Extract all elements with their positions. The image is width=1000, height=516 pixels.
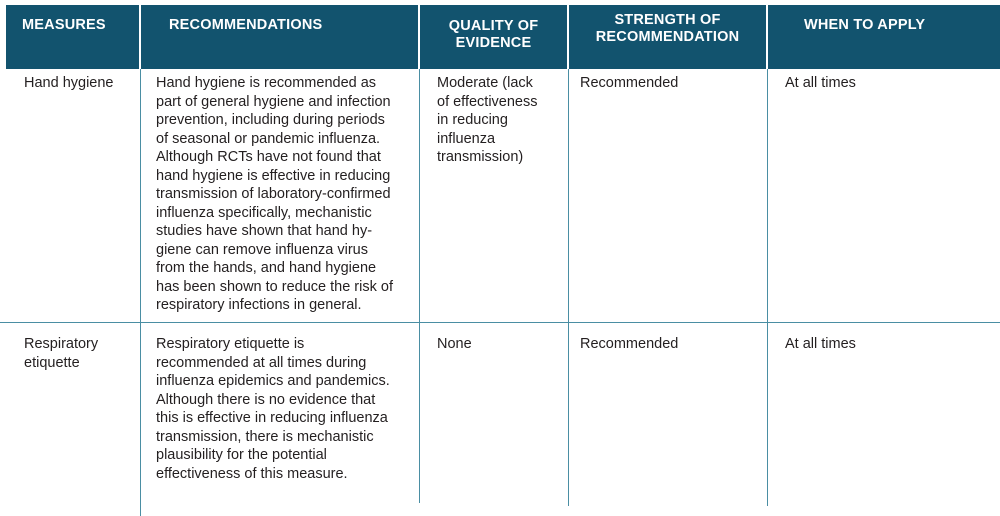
column-divider xyxy=(568,69,569,506)
header-strength-of-recommendation: STRENGTH OF RECOMMENDATION xyxy=(569,5,766,69)
column-divider xyxy=(419,69,420,503)
cell-strength: Recommended xyxy=(580,75,679,91)
column-divider xyxy=(767,69,768,506)
header-quality-of-evidence: QUALITY OF EVIDENCE xyxy=(420,5,567,69)
cell-strength: Recommended xyxy=(580,336,679,352)
row-divider xyxy=(0,322,1000,323)
header-recommendations: RECOMMENDATIONS xyxy=(141,5,418,69)
cell-when: At all times xyxy=(785,336,856,352)
column-divider xyxy=(140,69,141,516)
table-header xyxy=(0,5,1000,69)
cell-measure: Hand hygiene xyxy=(24,75,114,91)
cell-quality: None xyxy=(437,336,472,352)
cell-measure: Respiratory etiquette xyxy=(24,336,99,371)
cell-when: At all times xyxy=(785,75,856,91)
header-measures: MEASURES xyxy=(6,5,139,69)
cell-recommendation: Hand hygiene is recommended as part of general hygiene and infection prevention, including during periods of seasonal or pandemic influenza. Although RCTs have not found that hand hygiene is effective in reducing transmission of laboratory-confirmed influenza specifically, mechanistic studies have shown that hand hy- giene can remove influenza virus from the hands, and hand hygiene has been shown to reduce the risk of respiratory infections in general. xyxy=(156,75,393,313)
header-when-to-apply: WHEN TO APPLY xyxy=(768,5,1000,69)
cell-recommendation: Respiratory etiquette is recommended at all times during influenza epidemics and pandemics. Although there is no evidence that this is effective in reducing influenza transmission, there is mechanistic plausibility for the potential effectiveness of this measure. xyxy=(156,336,390,482)
cell-quality: Moderate (lack of effectiveness in reducing influenza transmission) xyxy=(437,75,538,165)
